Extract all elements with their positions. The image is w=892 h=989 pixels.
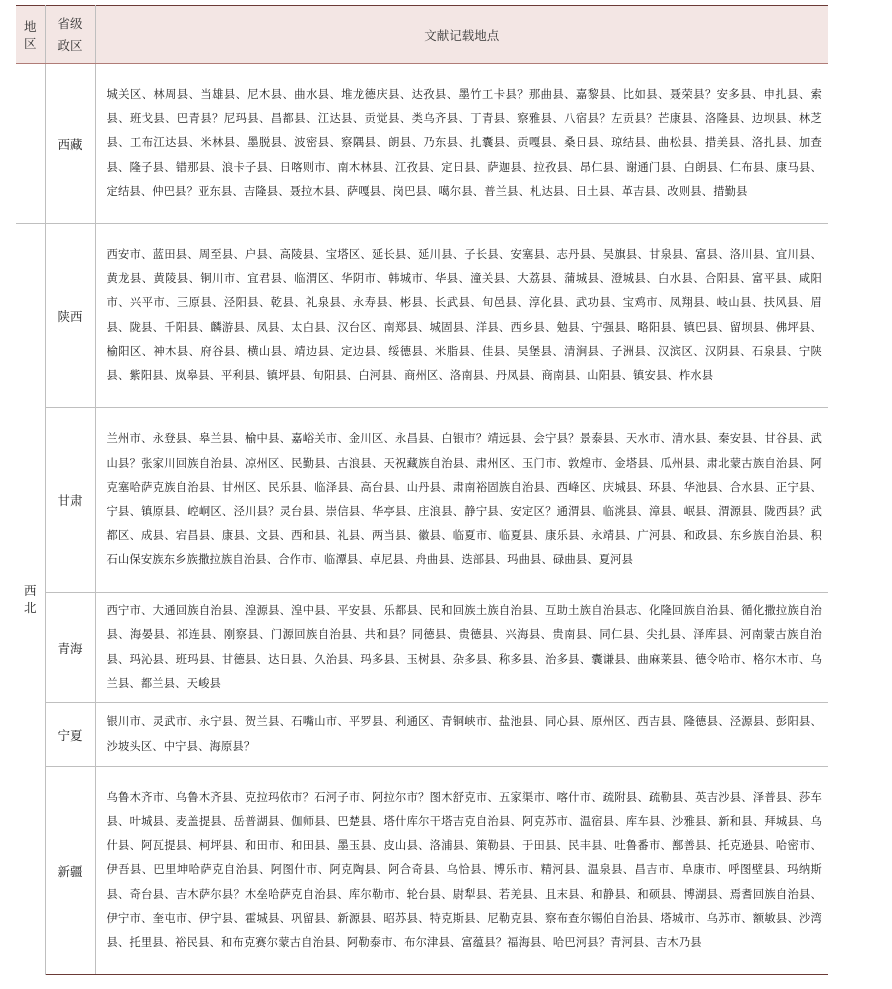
region-char-2: 北 (23, 600, 37, 616)
table-row (16, 224, 828, 408)
location-records-table (16, 5, 828, 975)
table-row (16, 64, 828, 224)
region-cell-northwest (16, 224, 45, 975)
region-column-header (16, 6, 45, 64)
locations-cell-ningxia: 银川市、灵武市、永宁县、贺兰县、石嘴山市、平罗县、利通区、青铜峡市、盐池县、同心县、原州区、西吉县、隆德县、泾源县、彭阳县、沙坡头区、中宁县、海原县？ (95, 703, 828, 767)
table-row (16, 593, 828, 703)
locations-cell-qinghai: 西宁市、大通回族自治县、湟源县、湟中县、平安县、乐都县、民和回族土族自治县、互助土族自治县志、化隆回族自治县、循化撒拉族自治县、海晏县、祁连县、刚察县、门源回族自治县、共和县？同德县、贵德县、兴海县、贵南县、同仁县、尖扎县、泽库县、河南蒙古族自治县、玛沁县、班玛县、甘德县、达日县、久治县、玛多县、玉树县、杂多县、称多县、治多县、囊谦县、曲麻莱县、德令哈市、格尔木市、乌兰县、都兰县、天峻县 (95, 593, 828, 703)
locations-cell-xinjiang: 乌鲁木齐市、乌鲁木齐县、克拉玛依市？石河子市、阿拉尔市？图木舒克市、五家渠市、喀什市、疏附县、疏勒县、英吉沙县、泽普县、莎车县、叶城县、麦盖提县、岳普湖县、伽师县、巴楚县、塔什库尔干塔吉克自治县、阿克苏市、温宿县、库车县、沙雅县、新和县、拜城县、乌什县、阿瓦提县、柯坪县、和田市、和田县、墨玉县、皮山县、洛浦县、策勒县、于田县、民丰县、吐鲁番市、鄯善县、托克逊县、哈密市、伊吾县、巴里坤哈萨克自治县、阿图什市、阿克陶县、阿合奇县、乌恰县、博乐市、精河县、温泉县、昌吉市、阜康市、呼图壁县、玛纳斯县、奇台县、吉木萨尔县？木垒哈萨克自治县、库尔勒市、轮台县、尉犁县、若羌县、且末县、和静县、和硕县、博湖县、焉耆回族自治县、伊宁市、奎屯市、伊宁县、霍城县、巩留县、新源县、昭苏县、特克斯县、尼勒克县、察布查尔锡伯自治县、塔城市、乌苏市、额敏县、沙湾县、托里县、裕民县、和布克赛尔蒙古自治县、阿勒泰市、布尔津县、富蕴县？福海县、哈巴河县？青河县、吉木乃县 (95, 767, 828, 975)
province-cell-xinjiang: 新疆 (45, 767, 95, 975)
table-header-row (16, 6, 828, 64)
province-cell-ningxia: 宁夏 (45, 703, 95, 767)
region-header-char-1: 地 (23, 18, 37, 34)
locations-cell-shaanxi: 西安市、蓝田县、周至县、户县、高陵县、宝塔区、延长县、延川县、子长县、安塞县、志丹县、吴旗县、甘泉县、富县、洛川县、宜川县、黄龙县、黄陵县、铜川市、宜君县、临渭区、华阴市、韩城市、华县、潼关县、大荔县、蒲城县、澄城县、白水县、合阳县、富平县、咸阳市、兴平市、三原县、泾阳县、乾县、礼泉县、永寿县、彬县、长武县、旬邑县、淳化县、武功县、宝鸡市、凤翔县、岐山县、扶风县、眉县、陇县、千阳县、麟游县、凤县、太白县、汉台区、南郑县、城固县、洋县、西乡县、勉县、宁强县、略阳县、镇巴县、留坝县、佛坪县、榆阳区、神木县、府谷县、横山县、靖边县、定边县、绥德县、米脂县、佳县、吴堡县、清涧县、子洲县、汉滨区、汉阴县、石泉县、宁陕县、紫阳县、岚皋县、平利县、镇坪县、旬阳县、白河县、商州区、洛南县、丹凤县、商南县、山阳县、镇安县、柞水县 (95, 224, 828, 408)
province-header-line-1: 省级 (57, 15, 83, 31)
province-cell-qinghai: 青海 (45, 593, 95, 703)
region-cell-empty (16, 64, 45, 224)
table-row (16, 408, 828, 593)
province-column-header (45, 6, 95, 64)
table-row (16, 703, 828, 767)
region-char-1: 西 (23, 583, 37, 599)
locations-cell-gansu: 兰州市、永登县、皋兰县、榆中县、嘉峪关市、金川区、永昌县、白银市？靖远县、会宁县？景泰县、天水市、清水县、秦安县、甘谷县、武山县？张家川回族自治县、凉州区、民勤县、古浪县、天祝藏族自治县、肃州区、玉门市、敦煌市、金塔县、瓜州县、肃北蒙古族自治县、阿克塞哈萨克族自治县、甘州区、民乐县、临泽县、高台县、山丹县、肃南裕固族自治县、西峰区、庆城县、环县、华池县、合水县、正宁县、宁县、镇原县、崆峒区、泾川县？灵台县、崇信县、华亭县、庄浪县、静宁县、安定区？通渭县、临洮县、漳县、岷县、渭源县、陇西县？武都区、成县、宕昌县、康县、文县、西和县、礼县、两当县、徽县、临夏市、临夏县、康乐县、永靖县、广河县、和政县、东乡族自治县、积石山保安族东乡族撒拉族自治县、合作市、临潭县、卓尼县、舟曲县、迭部县、玛曲县、碌曲县、夏河县 (95, 408, 828, 593)
province-cell-shaanxi: 陕西 (45, 224, 95, 408)
province-header-line-2: 政区 (57, 37, 83, 53)
locations-column-header: 文献记载地点 (95, 6, 828, 64)
province-cell-tibet: 西藏 (45, 64, 95, 224)
region-header-char-2: 区 (23, 35, 37, 51)
table-row (16, 767, 828, 975)
province-cell-gansu: 甘肃 (45, 408, 95, 593)
locations-cell-tibet: 城关区、林周县、当雄县、尼木县、曲水县、堆龙德庆县、达孜县、墨竹工卡县？那曲县、嘉黎县、比如县、聂荣县？安多县、申扎县、索县、班戈县、巴青县？尼玛县、昌都县、江达县、贡觉县、类乌齐县、丁青县、察雅县、八宿县？左贡县？芒康县、洛隆县、边坝县、林芝县、工布江达县、米林县、墨脱县、波密县、察隅县、朗县、乃东县、扎囊县、贡嘎县、桑日县、琼结县、曲松县、措美县、洛扎县、加查县、隆子县、错那县、浪卡子县、日喀则市、南木林县、江孜县、定日县、萨迦县、拉孜县、昂仁县、谢通门县、白朗县、仁布县、康马县、定结县、仲巴县？亚东县、吉隆县、聂拉木县、萨嘎县、岗巴县、噶尔县、普兰县、札达县、日土县、革吉县、改则县、措勤县 (106, 87, 822, 198)
